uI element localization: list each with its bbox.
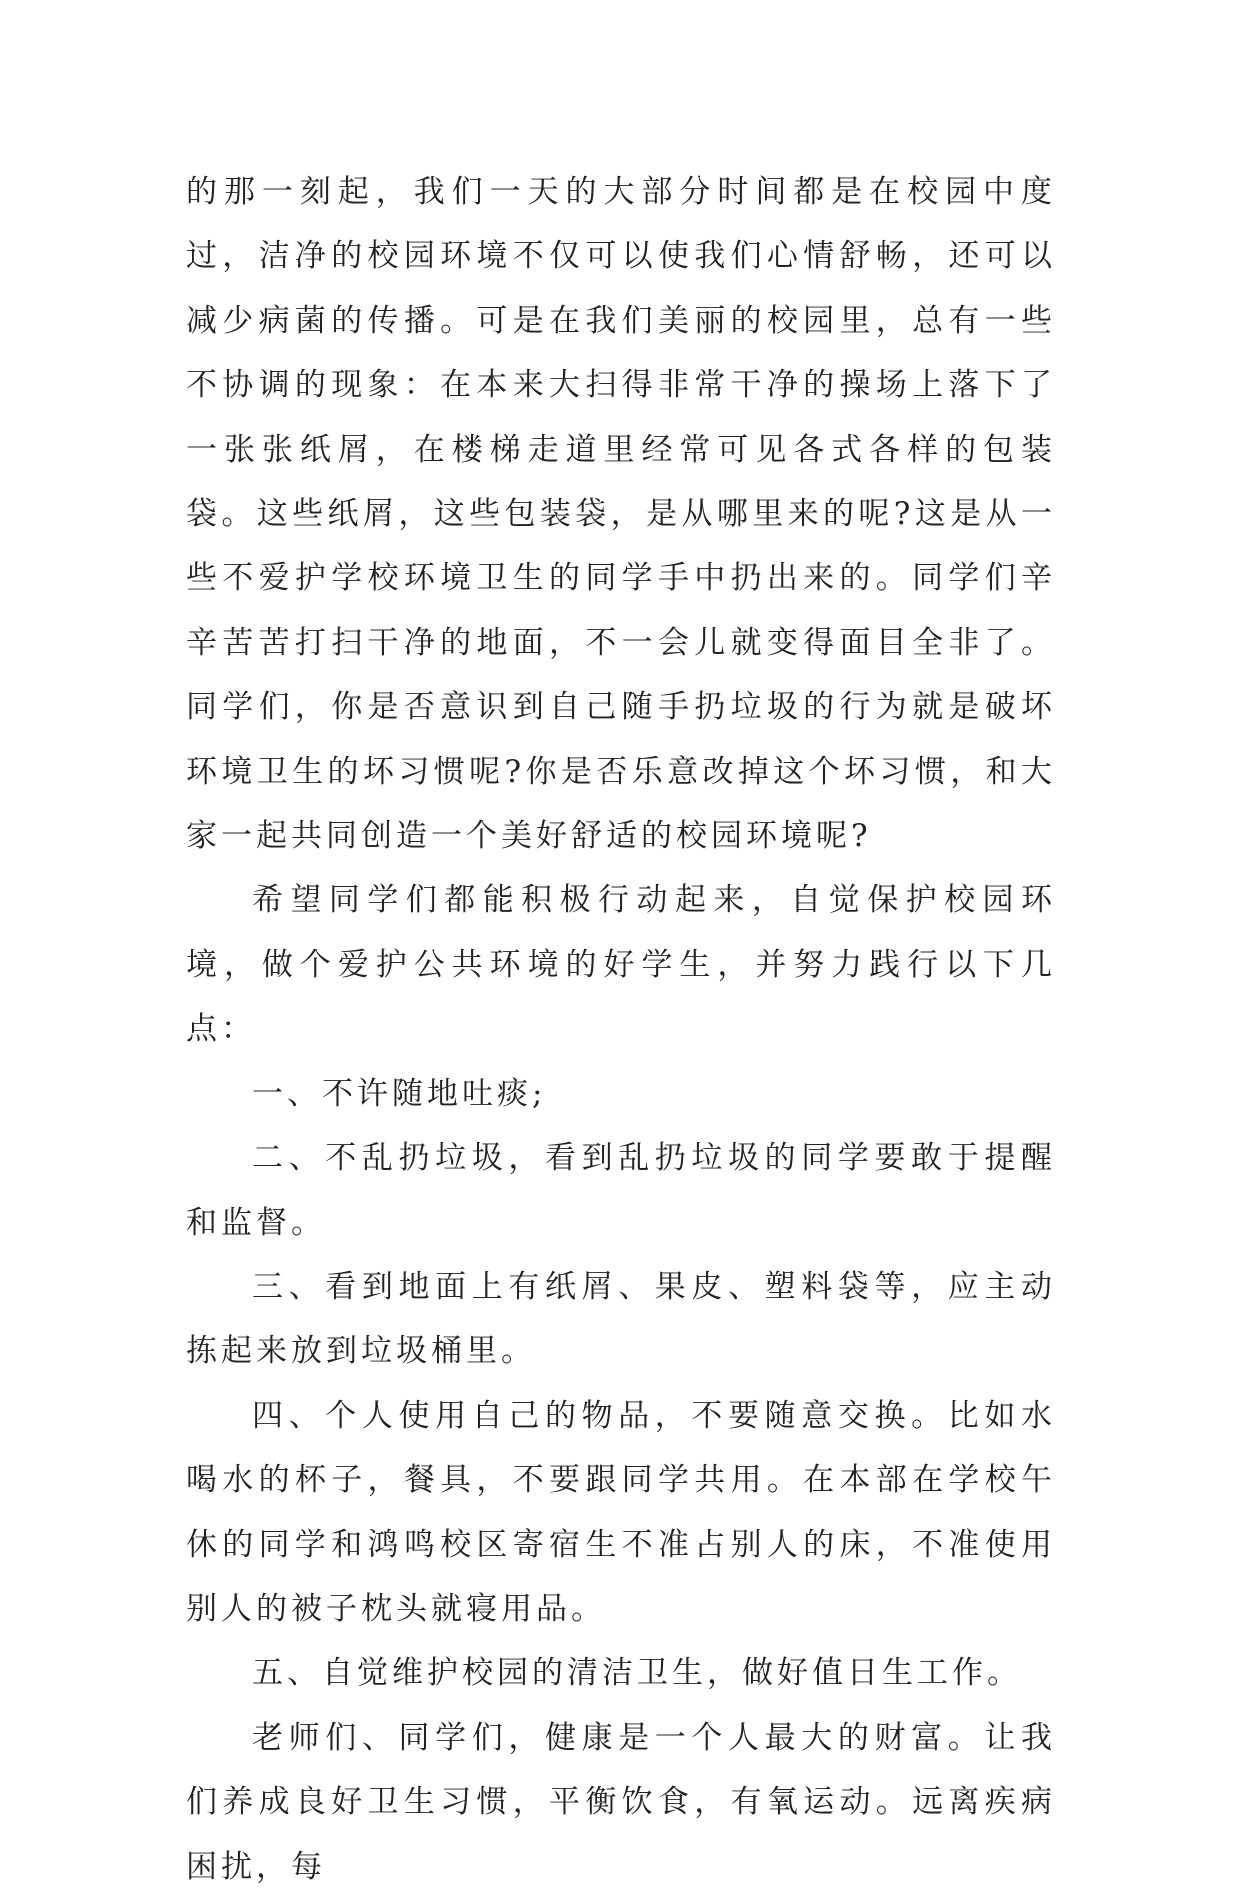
paragraph-point-2: 二、不乱扔垃圾，看到乱扔垃圾的同学要敢于提醒和监督。 bbox=[186, 1140, 1056, 1241]
document-body bbox=[186, 160, 1056, 1899]
paragraph-point-1: 一、不许随地吐痰; bbox=[252, 1075, 547, 1112]
paragraph-continuation: 的那一刻起，我们一天的大部分时间都是在校园中度过，洁净的校园环境不仅可以使我们心情舒畅，还可以减少病菌的传播。可是在我们美丽的校园里，总有一些不协调的现象：在本来大扫得非常干净的操场上落下了一张张纸屑，在楼梯走道里经常可见各式各样的包装袋。这些纸屑，这些包装袋，是从哪里来的呢?这是从一些不爱护学校环境卫生的同学手中扔出来的。同学们辛辛苦苦打扫干净的地面，不一会儿就变得面目全非了。同学们，你是否意识到自己随手扔垃圾的行为就是破坏环境卫生的坏习惯呢?你是否乐意改掉这个坏习惯，和大家一起共同创造一个美好舒适的校园环境呢? bbox=[186, 174, 1056, 855]
paragraph-point-5: 五、自觉维护校园的清洁卫生，做好值日生工作。 bbox=[252, 1655, 1022, 1692]
paragraph-point-4: 四、个人使用自己的物品，不要随意交换。比如水喝水的杯子，餐具，不要跟同学共用。在本部在学校午休的同学和鸿鸣校区寄宿生不准占别人的床，不准使用别人的被子枕头就寝用品。 bbox=[186, 1397, 1056, 1627]
paragraph-point-3: 三、看到地面上有纸屑、果皮、塑料袋等，应主动拣起来放到垃圾桶里。 bbox=[186, 1268, 1056, 1370]
paragraph-hope: 希望同学们都能积极行动起来，自觉保护校园环境，做个爱护公共环境的好学生，并努力践行以下几点： bbox=[186, 882, 1056, 1048]
paragraph-closing: 老师们、同学们，健康是一个人最大的财富。让我们养成良好卫生习惯，平衡饮食，有氧运动。远离疾病困扰，每 bbox=[186, 1719, 1056, 1885]
